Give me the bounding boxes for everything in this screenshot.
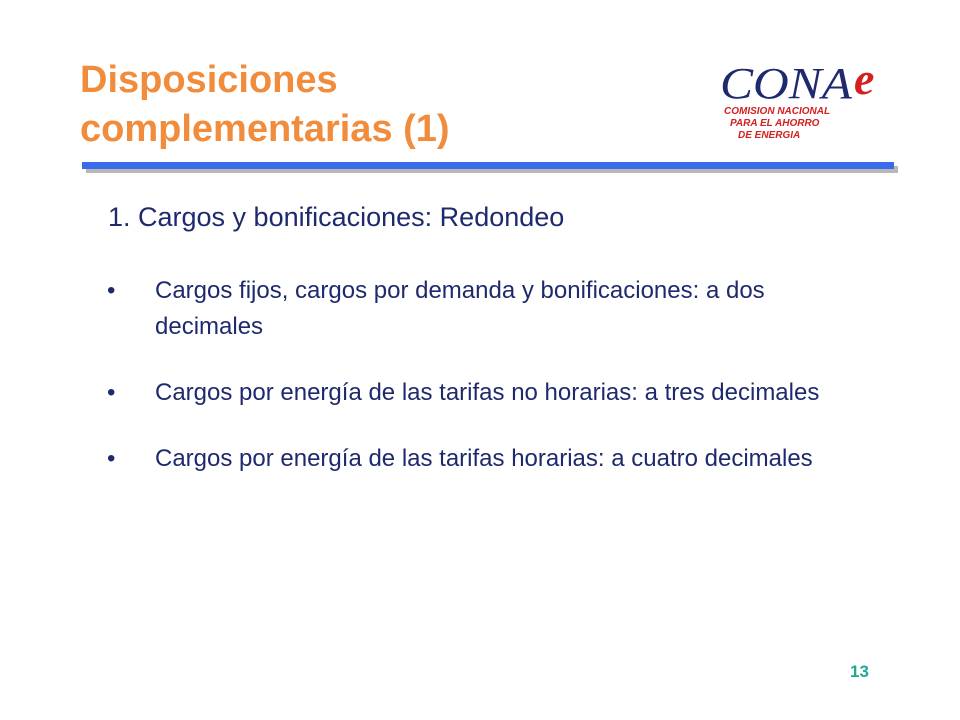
svg-text:CONA: CONA xyxy=(720,59,854,108)
slide-title-line-2: complementarias (1) xyxy=(80,108,450,151)
conae-logo xyxy=(718,58,893,148)
svg-text:COMISION NACIONAL: COMISION NACIONAL xyxy=(724,106,831,117)
bullet-list xyxy=(105,273,865,507)
svg-text:e: e xyxy=(854,58,875,104)
bullet-item xyxy=(105,375,865,411)
page-number: 13 xyxy=(850,662,869,681)
section-heading: 1. Cargos y bonificaciones: Redondeo xyxy=(108,202,565,232)
svg-text:PARA EL AHORRO: PARA EL AHORRO xyxy=(730,118,820,129)
slide-title xyxy=(80,56,680,155)
bullet-item xyxy=(105,273,865,345)
title-divider xyxy=(82,162,894,169)
bullet-text: Cargos por energía de las tarifas horarias: a cuatro decimales xyxy=(155,445,813,472)
bullet-marker: • xyxy=(107,379,116,406)
svg-text:DE ENERGIA: DE ENERGIA xyxy=(738,130,801,141)
bullet-marker: • xyxy=(107,445,116,472)
bullet-marker: • xyxy=(107,277,116,304)
bullet-text: Cargos por energía de las tarifas no horarias: a tres decimales xyxy=(155,379,820,406)
slide-title-line-1: Disposiciones xyxy=(80,59,338,101)
bullet-text: Cargos fijos, cargos por demanda y bonificaciones: a dos decimales xyxy=(155,277,765,340)
bullet-item xyxy=(105,441,865,477)
